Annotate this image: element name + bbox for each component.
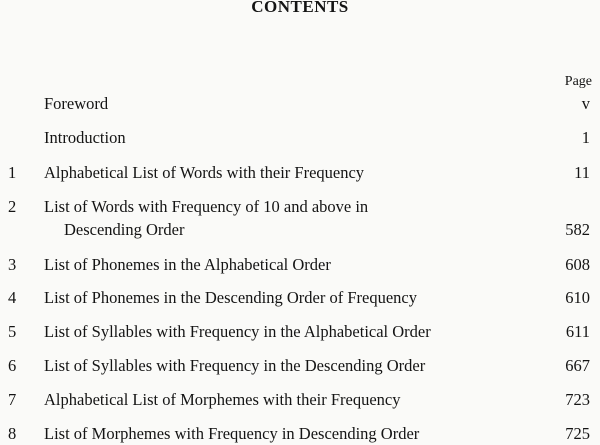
toc-entry-page: v: [581, 94, 590, 113]
toc-entry-title: Alphabetical List of Morphemes with their Frequency: [44, 390, 401, 409]
toc-entry-title: List of Syllables with Frequency in the Alphabetical Order: [44, 322, 431, 341]
toc-entry-4[interactable]: [0, 288, 600, 308]
toc-entry-page: 667: [565, 356, 590, 375]
toc-entry-number: 5: [8, 322, 17, 341]
toc-entry-title: List of Phonemes in the Alphabetical Order: [44, 255, 331, 274]
toc-entry-number: 2: [8, 197, 17, 216]
toc-entry-number: 7: [8, 390, 17, 409]
toc-entry-title: List of Phonemes in the Descending Order of Frequency: [44, 288, 417, 307]
page-column-header: Page: [564, 74, 592, 89]
toc-entry-page: 725: [565, 424, 590, 443]
toc-entry-title: Alphabetical List of Words with their Frequency: [44, 163, 365, 182]
page-title: CONTENTS: [251, 0, 349, 16]
toc-entry-title: List of Morphemes with Frequency in Descending Order: [44, 424, 420, 443]
toc-entry-2-continuation[interactable]: [0, 220, 600, 240]
toc-entry-6[interactable]: [0, 356, 600, 376]
toc-entry-1[interactable]: [0, 163, 600, 183]
toc-entry-number: 3: [8, 255, 17, 274]
toc-entry-7[interactable]: [0, 390, 600, 410]
toc-entry-number: 6: [8, 356, 17, 375]
toc-entry-page: 582: [565, 220, 590, 239]
toc-entry-2[interactable]: [0, 197, 600, 217]
toc-entry-introduction[interactable]: [0, 128, 600, 148]
toc-entry-title: Introduction: [44, 128, 126, 147]
toc-entry-title: List of Words with Frequency of 10 and above in: [44, 197, 369, 216]
toc-entry-page: 1: [581, 128, 590, 147]
toc-entry-page: 611: [565, 322, 590, 341]
toc-entry-8[interactable]: [0, 424, 600, 444]
toc-entry-page: 723: [565, 390, 590, 409]
toc-entry-title: List of Syllables with Frequency in the Descending Order: [44, 356, 426, 375]
toc-entry-title: Foreword: [44, 94, 109, 113]
toc-entry-title-continuation: Descending Order: [64, 220, 185, 239]
toc-entry-5[interactable]: [0, 322, 600, 342]
toc-entry-3[interactable]: [0, 255, 600, 275]
toc-entry-foreword[interactable]: [0, 94, 600, 114]
toc-entry-page: 608: [565, 255, 590, 274]
toc-entry-number: 1: [8, 163, 17, 182]
toc-entry-page: 610: [565, 288, 590, 307]
toc-entry-number: 8: [8, 424, 17, 443]
toc-entry-page: 11: [574, 163, 590, 182]
toc-entry-number: 4: [8, 288, 17, 307]
